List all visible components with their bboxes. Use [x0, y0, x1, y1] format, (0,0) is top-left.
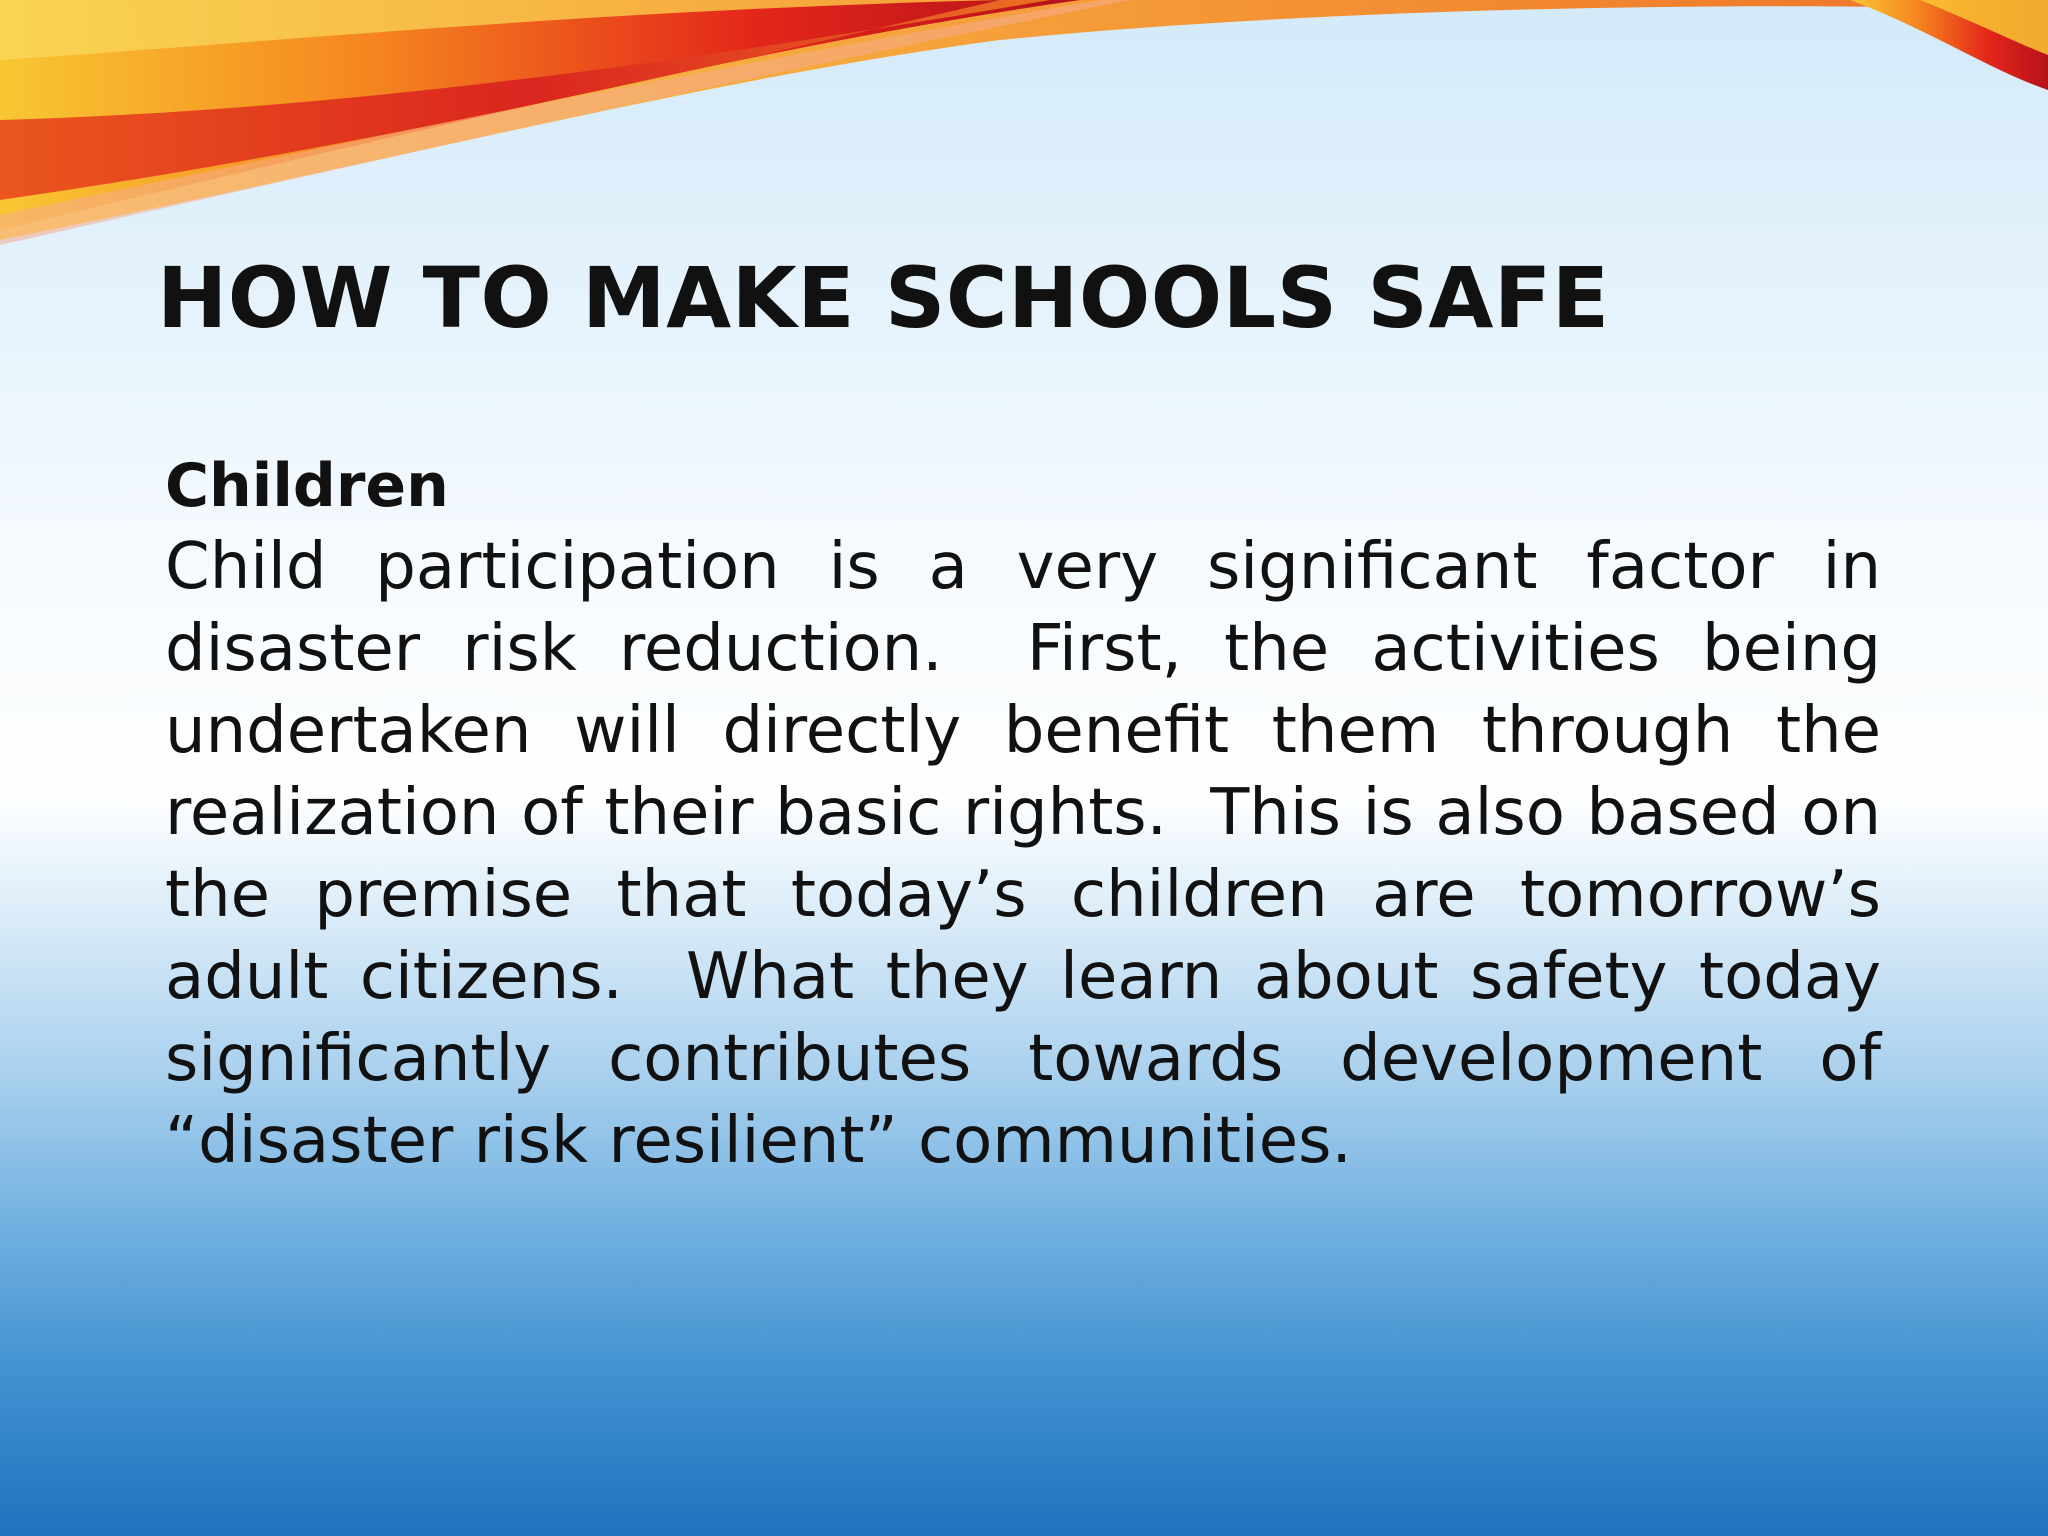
slide-title: HOW TO MAKE SCHOOLS SAFE: [157, 249, 1610, 347]
body-paragraph: Child participation is a very significant factor in disaster risk reduction. First, the activities being undertaken will directly benefit them through the realization of their basic rights. This is also based on the premise that today’s children are tomorrow’s adult citizens. What they learn about safety today significantly contributes towards development of “disaster risk resilient” communities.: [165, 530, 1902, 1178]
content-block: [165, 446, 1902, 1182]
subheading-children: Children: [165, 451, 449, 521]
decorative-swoosh-graphic: [0, 0, 2048, 260]
